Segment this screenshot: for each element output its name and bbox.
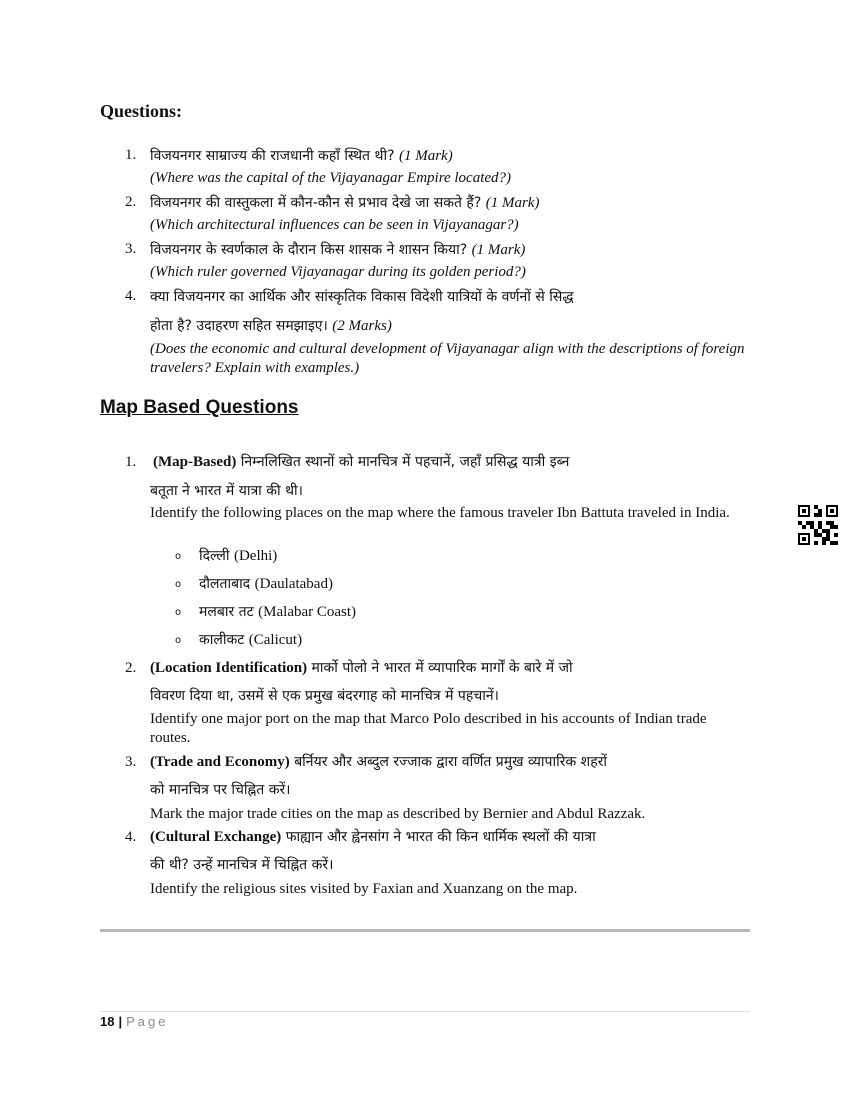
question-number: 2. [125,194,137,210]
map-question-hindi-cont: की थी? उन्हें मानचित्र में चिह्नित करें। [150,857,334,873]
map-question-number: 3. [125,754,137,770]
page-number: 18 [100,1014,115,1029]
place-bullet: o [175,635,182,646]
question-marks: (2 Marks) [332,318,392,334]
map-question-hindi-cont: बतूता ने भारत में यात्रा की थी। [150,483,303,499]
question-english: (Which ruler governed Vijayanagar during its golden period?) [150,264,526,280]
map-question-lead: (Trade and Economy) [150,754,290,770]
footer-rule [100,1011,750,1012]
map-question-hindi-cont: को मानचित्र पर चिह्नित करें। [150,782,291,798]
question-hindi: विजयनगर की वास्तुकला में कौन-कौन से प्रभाव देखे जा सकते हैं? (1 Mark) [150,195,540,211]
question-hindi: विजयनगर साम्राज्य की राजधानी कहाँ स्थित थी? (1 Mark) [150,148,453,164]
map-question-english: Identify the following places on the map where the famous traveler Ibn Battuta traveled in India. [150,505,730,521]
map-questions-heading: Map Based Questions [100,397,299,418]
question-english: (Does the economic and cultural development of Vijayanagar align with the descriptions of foreign travelers? Explain with examples.) [150,341,745,376]
map-question-english: Identify the religious sites visited by Faxian and Xuanzang on the map. [150,881,578,897]
place-bullet: o [175,551,182,562]
map-question-hindi-cont: विवरण दिया था, उसमें से एक प्रमुख बंदरगाह को मानचित्र में पहचानें। [150,688,499,704]
question-english: (Where was the capital of the Vijayanagar Empire located?) [150,170,512,186]
map-question-english: Identify one major port on the map that Marco Polo described in his accounts of Indian trade routes. [150,711,707,746]
question-number: 4. [125,288,137,304]
map-question-hindi: (Map-Based) निम्नलिखित स्थानों को मानचित्र में पहचानें, जहाँ प्रसिद्ध यात्री इब्न [153,454,570,470]
map-question-lead: (Map-Based) [153,454,237,470]
map-question-number: 2. [125,660,137,676]
map-question-lead: (Cultural Exchange) [150,829,282,845]
question-marks: (1 Mark) [471,242,526,258]
map-question-hindi: (Trade and Economy) बर्नियर और अब्दुल रज्जाक द्वारा वर्णित प्रमुख व्यापारिक शहरों [150,754,607,770]
page-footer [100,1014,168,1029]
question-hindi: क्या विजयनगर का आर्थिक और सांस्कृतिक विकास विदेशी यात्रियों के वर्णनों से सिद्ध [150,289,574,305]
question-number: 1. [125,147,137,163]
question-hindi: विजयनगर के स्वर्णकाल के दौरान किस शासक ने शासन किया? (1 Mark) [150,242,526,258]
map-question-english: Mark the major trade cities on the map as described by Bernier and Abdul Razzak. [150,806,646,822]
page-label: Page [126,1014,169,1029]
place-item: मलबार तट (Malabar Coast) [199,604,357,620]
question-number: 3. [125,241,137,257]
place-item: कालीकट (Calicut) [199,632,303,648]
question-hindi-cont: होता है? उदाहरण सहित समझाइए। (2 Marks) [150,318,392,334]
section-divider [100,929,750,932]
footer-separator: | [118,1014,123,1029]
question-marks: (1 Mark) [485,195,540,211]
question-english: (Which architectural influences can be seen in Vijayanagar?) [150,217,519,233]
map-question-hindi: (Location Identification) मार्को पोलो ने भारत में व्यापारिक मार्गों के बारे में जो [150,660,573,676]
map-question-lead: (Location Identification) [150,660,308,676]
qr-code-icon [798,505,838,545]
question-marks: (1 Mark) [398,148,453,164]
place-item: दौलताबाद (Daulatabad) [199,576,333,592]
place-bullet: o [175,579,182,590]
place-bullet: o [175,607,182,618]
map-question-number: 1. [125,454,137,470]
map-question-hindi: (Cultural Exchange) फाह्यान और ह्वेनसांग ने भारत की किन धार्मिक स्थलों की यात्रा [150,829,596,845]
place-item: दिल्ली (Delhi) [199,548,278,564]
map-question-number: 4. [125,829,137,845]
questions-heading: Questions: [100,101,183,121]
